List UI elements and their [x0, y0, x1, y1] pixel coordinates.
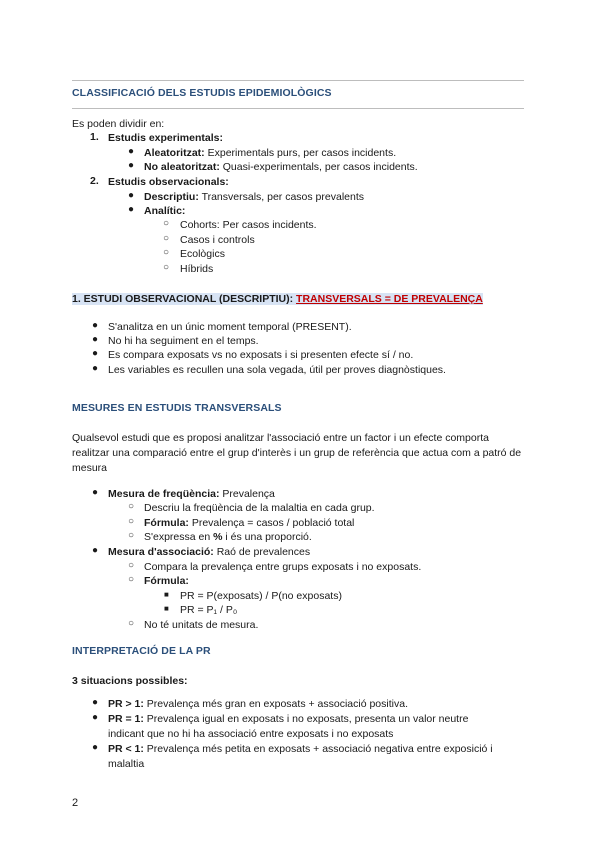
- bullet-icon: ●: [92, 545, 99, 556]
- bullet-icon: ●: [92, 334, 99, 345]
- analitic-item: Ecològics: [180, 248, 225, 260]
- analitic-item: Híbrids: [180, 263, 214, 275]
- text-pr-major: Prevalença més gran en exposats + associació positiva.: [143, 698, 408, 710]
- situacio-pr-igual: [108, 712, 468, 726]
- list-number-2: 2.: [90, 175, 99, 187]
- list-item: Les variables es recullen una sola vegada, útil per proves diagnòstiques.: [108, 364, 446, 376]
- circle-bullet-icon: ○: [163, 262, 170, 273]
- list-number-1: 1.: [90, 131, 99, 143]
- text-pr-igual-1: Prevalença igual en exposats i no exposats, presenta un valor neutre: [143, 713, 469, 725]
- analitic-item: Casos i controls: [180, 234, 255, 246]
- bullet-icon: ●: [92, 363, 99, 374]
- label-pr-major: PR > 1:: [108, 698, 144, 710]
- title-rule: [72, 108, 524, 109]
- circle-bullet-icon: ○: [128, 530, 135, 541]
- item-no-aleatoritzat: [144, 160, 418, 174]
- bullet-icon: ●: [92, 487, 99, 498]
- text-aleatoritzat: Experimentals purs, per casos incidents.: [204, 147, 397, 159]
- title-transversals: TRANSVERSALS = DE PREVALENÇA: [296, 293, 483, 305]
- bullet-icon: ●: [128, 146, 135, 157]
- situacions-subtitle: 3 situacions possibles:: [72, 675, 188, 687]
- page-number: 2: [72, 797, 79, 809]
- circle-bullet-icon: ○: [163, 247, 170, 258]
- label-formula: Fórmula:: [144, 517, 189, 529]
- situacio-pr-major: [108, 697, 408, 711]
- item-aleatoritzat: [144, 146, 396, 160]
- section-title-mesures: MESURES EN ESTUDIS TRANSVERSALS: [72, 402, 282, 414]
- bullet-icon: ●: [128, 190, 135, 201]
- text-mesura-frequencia: Prevalença: [219, 488, 275, 500]
- item-estudis-experimentals: Estudis experimentals:: [108, 132, 223, 144]
- item-mesura-associacio: [108, 545, 310, 559]
- mesures-paragraph: Qualsevol estudi que es proposi analitzar l'associació entre un factor i un efecte comporta realitzar una comparació entre el grup d'interès i un grup de referència que actua com a patró de mesura: [72, 432, 522, 474]
- title-prefix: 1. ESTUDI OBSERVACIONAL (DESCRIPTIU):: [72, 293, 297, 305]
- m1-expressa: [144, 530, 312, 544]
- circle-bullet-icon: ○: [128, 574, 135, 585]
- section-title-classificacio: CLASSIFICACIÓ DELS ESTUDIS EPIDEMIOLÒGICS: [72, 87, 332, 99]
- bullet-icon: ●: [92, 320, 99, 331]
- square-bullet-icon: ■: [164, 590, 169, 599]
- item-analitic: Analític:: [144, 205, 186, 217]
- text-no-aleatoritzat: Quasi-experimentals, per casos incidents.: [219, 161, 418, 173]
- label-no-aleatoritzat: No aleatoritzat:: [144, 161, 220, 173]
- intro-text: Es poden dividir en:: [72, 118, 165, 130]
- text-descriptiu: Transversals, per casos prevalents: [198, 191, 364, 203]
- top-rule: [72, 80, 524, 81]
- circle-bullet-icon: ○: [163, 218, 170, 229]
- m2-units: No té unitats de mesura.: [144, 619, 259, 631]
- m1-formula: [144, 516, 354, 530]
- circle-bullet-icon: ○: [128, 560, 135, 571]
- m2-sub-item: Compara la prevalença entre grups exposats i no exposats.: [144, 561, 422, 573]
- circle-bullet-icon: ○: [128, 501, 135, 512]
- list-item: S'analitza en un únic moment temporal (PRESENT).: [108, 321, 352, 333]
- circle-bullet-icon: ○: [128, 516, 135, 527]
- list-item: Es compara exposats vs no exposats i si presenten efecte sí / no.: [108, 349, 414, 361]
- analitic-item: Cohorts: Per casos incidents.: [180, 219, 317, 231]
- bullet-icon: ●: [92, 348, 99, 359]
- text-formula: Prevalença = casos / població total: [188, 517, 355, 529]
- text-pr-menor-1: Prevalença més petita en exposats + associació negativa entre exposició i: [143, 743, 493, 755]
- bullet-icon: ●: [92, 712, 99, 723]
- label-pr-menor: PR < 1:: [108, 743, 144, 755]
- label-aleatoritzat: Aleatoritzat:: [144, 147, 205, 159]
- item-mesura-frequencia: [108, 487, 275, 501]
- m2-formula-1: PR = P(exposats) / P(no exposats): [180, 590, 342, 602]
- m2-formula-2: PR = P₁ / P₀: [180, 604, 238, 616]
- square-bullet-icon: ■: [164, 604, 169, 613]
- section-title-estudi-observacional: [72, 292, 483, 306]
- list-item: No hi ha seguiment en el temps.: [108, 335, 259, 347]
- label-pr-igual: PR = 1:: [108, 713, 144, 725]
- item-estudis-observacionals: Estudis observacionals:: [108, 176, 229, 188]
- label-mesura-frequencia: Mesura de freqüència:: [108, 488, 220, 500]
- bullet-icon: ●: [128, 204, 135, 215]
- circle-bullet-icon: ○: [128, 618, 135, 629]
- text-expressa-pre: S'expressa en: [144, 531, 214, 543]
- bullet-icon: ●: [92, 697, 99, 708]
- text-percent: %: [213, 531, 223, 543]
- situacio-pr-igual-cont: indicant que no hi ha associació entre exposats i no exposats: [108, 728, 394, 740]
- text-mesura-associacio: Raó de prevalences: [213, 546, 311, 558]
- m2-formula-label: Fórmula:: [144, 575, 189, 587]
- situacio-pr-menor-cont: malaltia: [108, 758, 145, 770]
- situacio-pr-menor: [108, 742, 493, 756]
- m1-sub-item: Descriu la freqüència de la malaltia en cada grup.: [144, 502, 375, 514]
- bullet-icon: ●: [128, 160, 135, 171]
- label-descriptiu: Descriptiu:: [144, 191, 199, 203]
- circle-bullet-icon: ○: [163, 233, 170, 244]
- bullet-icon: ●: [92, 742, 99, 753]
- label-mesura-associacio: Mesura d'associació:: [108, 546, 214, 558]
- section-title-interpretacio: INTERPRETACIÓ DE LA PR: [72, 645, 211, 657]
- item-descriptiu: [144, 190, 364, 204]
- text-expressa-post: i és una proporció.: [222, 531, 312, 543]
